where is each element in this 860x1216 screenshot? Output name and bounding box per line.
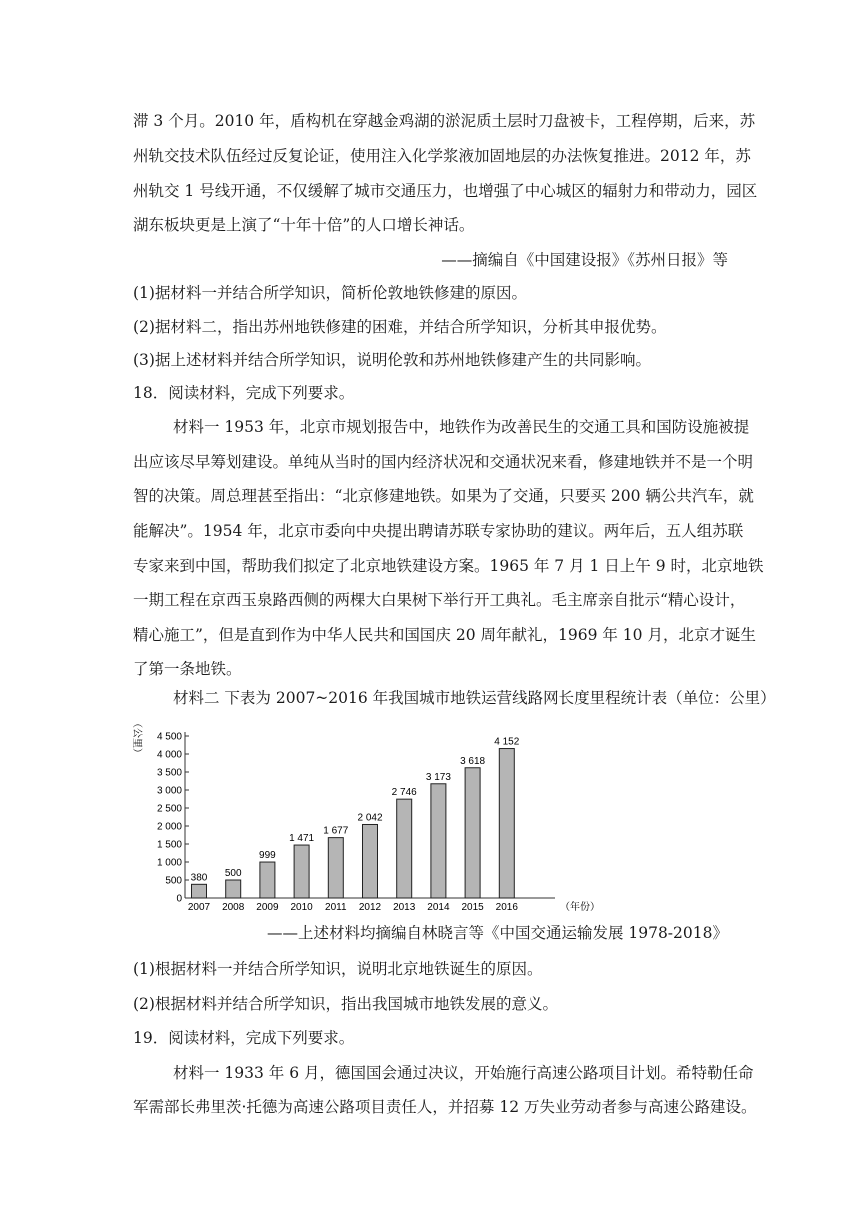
source-citation-17: ——摘编自《中国建设报》《苏州日报》等 (441, 251, 728, 269)
text-line: 湖东板块更是上演了“十年十倍”的人口增长神话。 (133, 216, 475, 234)
bar (294, 845, 309, 898)
bar (499, 749, 514, 898)
bar (431, 784, 446, 898)
text-line: 精心施工”，但是直到作为中华人民共和国国庆 20 周年献礼，1969 年 10 月，北京才诞生 (133, 626, 756, 644)
question-item: (1)据材料一并结合所学知识，简析伦敦地铁修建的原因。 (133, 284, 527, 302)
text-line: 出应该尽早筹划建设。单纯从当时的国内经济状况和交通状况来看，修建地铁并不是一个明 (133, 453, 754, 471)
x-tick-label: 2010 (290, 902, 313, 913)
y-tick-label: 1 000 (156, 857, 182, 869)
source-citation-18: ——上述材料均摘编自林晓言等《中国交通运输发展 1978-2018》 (266, 924, 728, 942)
chart-y-ticks (157, 732, 189, 905)
bar (363, 824, 378, 898)
text-line: 能解决”。1954 年，北京市委向中央提出聘请苏联专家协助的建议。两年后，五人组苏联 (133, 522, 744, 540)
y-tick-label: 2 500 (156, 803, 182, 815)
x-tick-label: 2014 (427, 902, 450, 913)
text-line: 专家来到中国，帮助我们拟定了北京地铁建设方案。1965 年 7 月 1 日上午 9 时，北京地铁 (133, 557, 764, 575)
text-line: 州轨交技术队伍经过反复论证，使用注入化学浆液加固地层的办法恢复推进。2012 年，苏 (133, 147, 751, 165)
y-tick-label: 3 500 (156, 767, 182, 779)
bar-value-label: 2 746 (391, 787, 417, 799)
x-tick-label: 2012 (358, 902, 382, 913)
bar (397, 799, 412, 898)
bar-value-label: 1 471 (289, 833, 315, 845)
text-line: 滞 3 个月。2010 年，盾构机在穿越金鸡湖的淤泥质土层时刀盘被卡，工程停期，后来，苏 (133, 112, 756, 130)
y-tick-label: 4 000 (156, 749, 182, 761)
question-19-title: 19．阅读材料，完成下列要求。 (133, 1029, 355, 1047)
chart-x-axis-label: （年份） (560, 902, 600, 913)
question-item: (3)据上述材料并结合所学知识，说明伦敦和苏州地铁修建产生的共同影响。 (133, 351, 651, 369)
y-tick-label: 500 (165, 875, 182, 887)
text-line: 材料一 1933 年 6 月，德国国会通过决议，开始施行高速公路项目计划。希特勒任命 (173, 1064, 754, 1082)
text-line: 一期工程在京西玉泉路西侧的两棵大白果树下举行开工典礼。毛主席亲自批示“精心设计， (133, 591, 746, 609)
x-tick-label: 2016 (495, 902, 518, 913)
bar-value-label: 4 152 (494, 736, 520, 748)
chart-x-ticks (188, 902, 518, 913)
subway-length-bar-chart (130, 712, 600, 916)
y-tick-label: 2 000 (156, 821, 182, 833)
chart-y-axis-label: （公里） (131, 718, 142, 758)
bar-value-label: 3 173 (425, 771, 451, 783)
text-line: 军需部长弗里茨·托德为高速公路项目责任人，并招募 12 万失业劳动者参与高速公路建设。 (133, 1098, 757, 1116)
bar-value-label: 999 (259, 850, 276, 862)
text-line: 了第一条地铁。 (133, 660, 242, 678)
x-tick-label: 2009 (256, 902, 279, 913)
x-tick-label: 2008 (222, 902, 245, 913)
bar (328, 838, 343, 898)
bar-value-label: 2 042 (357, 812, 383, 824)
bar (226, 880, 241, 898)
text-line: 州轨交 1 号线开通，不仅缓解了城市交通压力，也增强了中心城区的辐射力和带动力，园区 (133, 182, 758, 200)
text-line: 智的决策。周总理甚至指出：“北京修建地铁。如果为了交通，只要买 200 辆公共汽车，就 (133, 487, 754, 505)
y-tick-label: 4 500 (156, 731, 182, 743)
question-item: (2)据材料二，指出苏州地铁修建的困难，并结合所学知识，分析其申报优势。 (133, 318, 667, 336)
y-tick-label: 3 000 (156, 785, 182, 797)
x-tick-label: 2015 (461, 902, 484, 913)
y-tick-label: 1 500 (156, 839, 182, 851)
question-item: (1)根据材料一并结合所学知识，说明北京地铁诞生的原因。 (133, 960, 543, 978)
bar (192, 884, 207, 898)
question-18-title: 18．阅读材料，完成下列要求。 (133, 384, 355, 402)
bar-value-label: 3 618 (460, 755, 486, 767)
bar-value-label: 380 (190, 872, 208, 884)
text-line: 材料一 1953 年，北京市规划报告中，地铁作为改善民生的交通工具和国防设施被提 (173, 418, 750, 436)
question-item: (2)根据材料并结合所学知识，指出我国城市地铁发展的意义。 (133, 995, 558, 1013)
y-tick-label: 0 (176, 893, 182, 905)
bar-value-label: 500 (224, 868, 242, 879)
bar-value-label: 1 677 (323, 825, 349, 837)
question-18-material-2-intro: 材料二 下表为 2007~2016 年我国城市地铁运营线路网长度里程统计表（单位：公里） (173, 689, 776, 707)
bar (465, 768, 480, 898)
x-tick-label: 2013 (393, 902, 416, 913)
x-tick-label: 2011 (325, 902, 347, 913)
bar (260, 862, 275, 898)
x-tick-label: 2007 (187, 902, 211, 913)
